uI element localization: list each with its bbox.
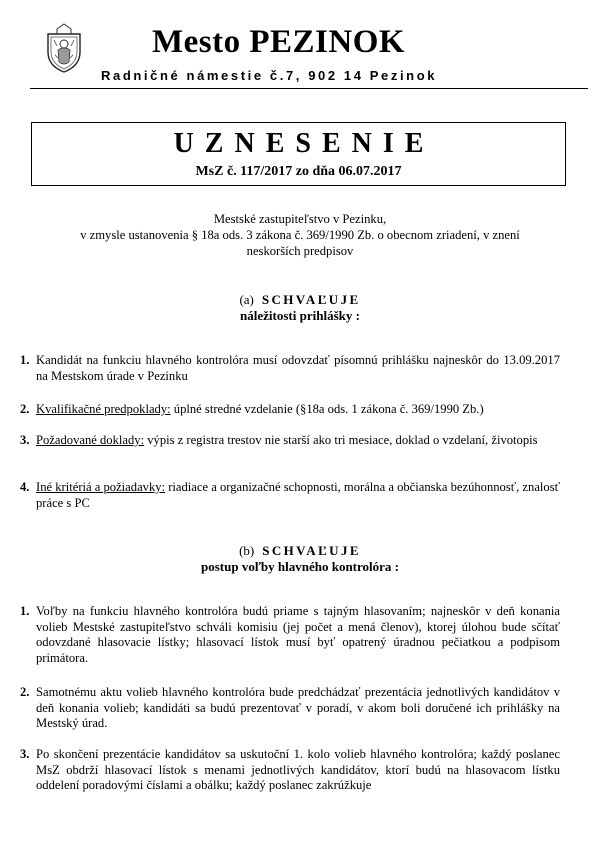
section-a-heading: [60, 292, 540, 324]
city-address: Radničné námestie č.7, 902 14 Pezinok: [101, 68, 438, 83]
item-lead: Požadované doklady:: [36, 433, 145, 447]
item-number: 2.: [20, 402, 30, 416]
section-a-marker: (a): [239, 292, 254, 307]
intro-line: Mestské zastupiteľstvo v Pezinku,: [213, 212, 387, 226]
section-b-label: SCHVAĽUJE: [262, 543, 361, 558]
intro-paragraph: [40, 211, 560, 259]
item-number: 2.: [20, 685, 30, 699]
coat-of-arms-icon: [44, 22, 84, 74]
intro-line: v zmysle ustanovenia § 18a ods. 3 zákona č. 369/1990 Zb. o obecnom zriadení, v znení: [80, 228, 520, 242]
section-b-heading: [60, 543, 540, 575]
item-text: výpis z registra trestov nie starší ako tri mesiace, doklad o vzdelaní, životopis: [144, 433, 538, 447]
item-lead: Kvalifikačné predpoklady:: [36, 402, 171, 416]
item-number: 1.: [20, 604, 30, 618]
list-item: [20, 480, 560, 511]
list-item: [20, 402, 560, 418]
city-name: Mesto PEZINOK: [152, 24, 406, 60]
list-item: [20, 353, 560, 384]
item-text: riadiace a organizačné schopnosti, morálna a občianska bezúhonnosť, znalosť práce s PC: [36, 480, 560, 510]
document-title: UZNESENIE: [173, 128, 435, 159]
item-number: 4.: [20, 480, 30, 494]
section-b-marker: (b): [239, 543, 255, 558]
item-text: Samotnému aktu volieb hlavného kontrolóra bude predchádzať prezentácia jednotlivých kandidátov v deň konania volieb; kandidáti sa budú prezentovať v poradí, v akom boli doručené ich prihlášky na Mestský úrad.: [36, 685, 560, 730]
section-b-subtitle: postup voľby hlavného kontrolóra :: [200, 559, 399, 574]
item-number: 1.: [20, 353, 30, 367]
list-item: [20, 747, 560, 794]
section-a-subtitle: náležitosti prihlášky :: [240, 308, 360, 323]
list-item: [20, 685, 560, 732]
item-text: Kandidát na funkciu hlavného kontrolóra musí odovzdať písomnú prihlášku najneskôr do 13.09.2017 na Mestskom úrade v Pezinku: [36, 353, 560, 383]
item-text: Po skončení prezentácie kandidátov sa uskutoční 1. kolo volieb hlavného kontrolóra; každý poslanec MsZ obdrží hlasovací lístok s menami jednotlivých kandidátov, ktorí budú na hlasovacom lístku oddelení poradovými číslami a obálku; každý poslanec zakrúžkuje: [36, 747, 560, 792]
list-item: [20, 604, 560, 666]
list-item: [20, 433, 560, 449]
resolution-number: MsZ č. 117/2017 zo dňa 06.07.2017: [195, 164, 402, 179]
intro-line: neskorších predpisov: [246, 244, 354, 258]
header-divider: [30, 88, 588, 89]
item-text: Voľby na funkciu hlavného kontrolóra budú priame s tajným hlasovaním; najneskôr v deň konania volieb Mestské zastupiteľstvo schváli komisiu (jej počet a mená členov), ktorej úlohou bude sčítať odovzdané hlasovacie lístky; hlasovací lístok musí byť opatrený úradnou pečiatkou a podpisom primátora.: [36, 604, 560, 665]
item-number: 3.: [20, 433, 30, 447]
item-number: 3.: [20, 747, 30, 761]
resolution-title-box: [31, 122, 566, 186]
item-lead: Iné kritériá a požiadavky:: [36, 480, 166, 494]
section-a-label: SCHVAĽUJE: [261, 292, 361, 307]
item-text: úplné stredné vzdelanie (§18a ods. 1 zákona č. 369/1990 Zb.): [170, 402, 484, 416]
